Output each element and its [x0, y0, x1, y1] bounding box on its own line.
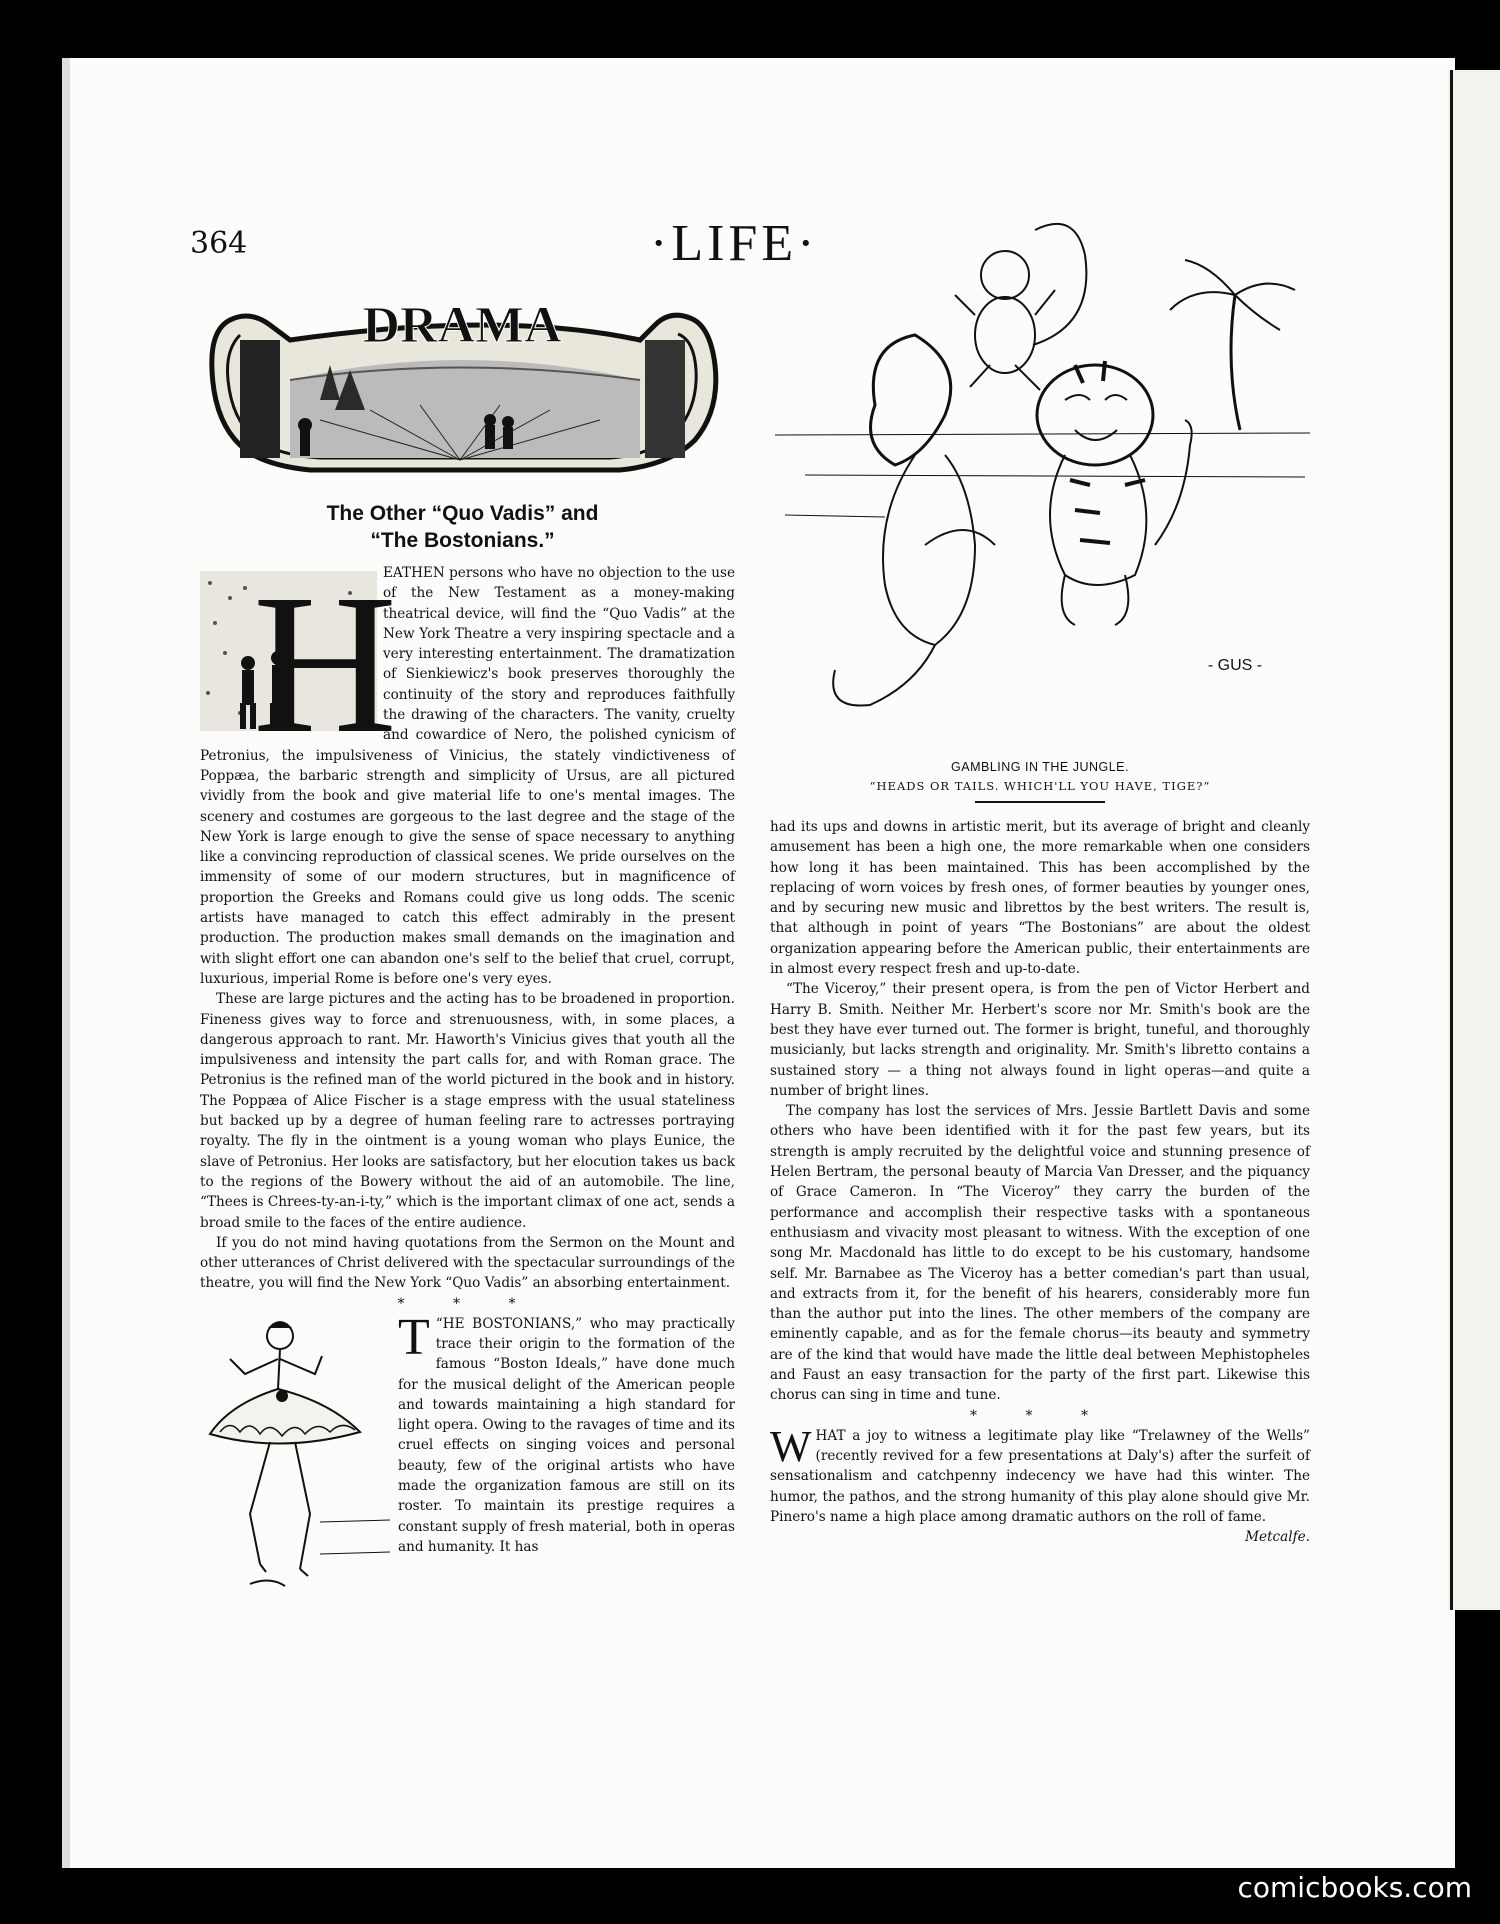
cartoonist-signature: - GUS -: [1207, 657, 1263, 674]
paragraph-bostonians-2: had its ups and downs in artistic merit, but its average of bright and cleanly amusement has been a high one, the more remarkable when one considers how long it has been maintained. This has been accomplished by the replacing of worn voices by fresh ones, of former beauties by younger ones, and by securing new music and librettos by the best writers. The result is, that although in point of years “The Bostonians” are about the oldest organization appearing before the American public, their entertainments are in almost every respect fresh and up-to-date.: [770, 819, 1310, 978]
article-column-left: [200, 554, 735, 1703]
cartoon-caption-quote: “HEADS OR TAILS. WHICH'LL YOU HAVE, TIGE?”: [869, 779, 1211, 793]
caption-rule: [975, 801, 1105, 803]
article-title: [270, 500, 655, 554]
article-title-line-2: “The Bostonians.”: [370, 529, 555, 552]
paragraph-quo-vadis-1: EATHEN persons who have no objection to the use of the New Testament as a money-making theatrical device, will find the “Quo Vadis” at the New York Theatre a very inspiring spectacle and a very interesting entertainment. The dramatization of Sienkiewicz's book preserves thoroughly the continuity of the story and reproduces faithfully the drawing of the characters. The vanity, cruelty and cowardice of Nero, the polished cynicism of Petronius, the impulsiveness of Vinicius, the stately vindictiveness of Poppæa, the barbaric strength and simplicity of Ursus, are all pictured vividly from the book and give material life to one's mental images. The scenery and costumes are gorgeous to the last degree and the stage of the New York is large enough to give the sense of space necessary to anything like a convincing reproduction of classical scenes. We pride ourselves on the immensity of some of our modern structures, but in magnificence of proportion the Greeks and Romans could give us long odds. The scenic artists have managed to catch this effect admirably in the present production. The production makes small demands on the imagination and with slight effort one can abandon one's self to the belief that cruel, corrupt, luxurious, imperial Rome is before one's very eyes.: [200, 565, 735, 987]
drama-banner-lettering: DRAMA: [362, 297, 562, 354]
jungle-cartoon-illustration: [765, 215, 1310, 745]
dropcap-h-letter: H: [252, 554, 398, 775]
drama-banner-illustration: [200, 270, 725, 480]
paragraph-company: The company has lost the services of Mrs. Jessie Bartlett Davis and some others who have been identified with it for the past few years, but its strength is amply recruited by the delightful voice and stunning presence of Helen Bertram, the personal beauty of Marcia Van Dresser, and the piquancy of Grace Cameron. In “The Viceroy” they carry the burden of the performance and accomplish their respective tasks with a spontaneous enthusiasm and vivacity most pleasant to witness. With the exception of one song Mr. Macdonald has little to do except to be his customary, handsome self. Mr. Barnabee as The Viceroy has a better comedian's part than usual, and extracts from it, for the benefit of his hearers, considerably more fun than the author put into the lines. The other members of the company are eminently capable, and as for the female chorus—its beauty and symmetry are of the kind that would have made the little deal between Mephistopheles and Faust an easy transaction for the party of the first part. Likewise this chorus can sing in time and tune.: [770, 1103, 1310, 1404]
dropcap-h-illustration: [200, 554, 398, 775]
article-title-line-1: The Other “Quo Vadis” and: [326, 502, 599, 525]
page-gutter-line: [1450, 70, 1453, 1610]
watermark: comicbooks.com: [1237, 1871, 1472, 1904]
paragraph-viceroy: “The Viceroy,” their present opera, is from the pen of Victor Herbert and Harry B. Smith. Neither Mr. Herbert's score nor Mr. Smith's book are the best they have ever turned out. The former is bright, tuneful, and thoroughly musicianly, but lacks strength and originality. Mr. Smith's libretto contains a sustained story — a thing not always found in light operas—and quite a number of bright lines.: [770, 981, 1310, 1099]
section-separator-2: * * *: [970, 1407, 1110, 1424]
paragraph-bostonians-1-text: HE BOSTONIANS,” who may practically trace their origin to the formation of the famous “Boston Ideals,” have done much for the musical delight of the American people and towards maintaining a high standard for light opera. Owing to the ravages of time and its cruel effects on singing voices and personal beauty, few of the original artists who have made the organization famous are still on its roster. To maintain its prestige requires a constant supply of fresh material, both in operas and humanity. It has: [398, 1315, 735, 1555]
paragraph-trelawney: [770, 1421, 1310, 1546]
cartoon-caption-title: GAMBLING IN THE JUNGLE.: [951, 760, 1129, 774]
paragraph-trelawney-text: HAT a joy to witness a legitimate play like “Trelawney of the Wells” (recently revived for a few presentations at Daly's) after the surfeit of sensationalism and catchpenny indecency we have had this winter. The humor, the pathos, and the strong humanity of this play alone should give Mr. Pinero's name a high place among dramatic authors on the roll of fame.: [770, 1427, 1310, 1525]
paragraph-quo-vadis-2: These are large pictures and the acting has to be broadened in proportion. Fineness gives way to force and strenuousness, with, in some places, a dangerous approach to rant. Mr. Haworth's Vinicius gives that youth all the impulsiveness and intensity the part calls for, and with Roman grace. The Petronius is the refined man of the world pictured in the book and in history. The Poppæa of Alice Fischer is a stage empress with the usual stateliness but backed up by a degree of human feeling rare to actresses portraying royalty. The fly in the ointment is a young woman who plays Eunice, the slave of Petronius. Her looks are satisfactory, but her elocution takes us back to the regions of the Bowery without the aid of an automobile. The line, “Thees is Chrees-ty-an-i-ty,” which is the important climax of one act, sends a broad smile to the faces of the entire audience.: [200, 991, 735, 1231]
page-number: 364: [190, 226, 248, 261]
opening-quote: “: [435, 1315, 443, 1332]
dropcap-t-letter: T: [398, 1308, 430, 1366]
section-separator: * * *: [397, 1295, 538, 1312]
masthead-title: ·LIFE·: [650, 215, 819, 272]
dropcap-w-letter: W: [770, 1421, 812, 1471]
article-column-right: [770, 817, 1310, 1677]
cartoon-caption: [770, 758, 1310, 803]
ballerina-illustration: [190, 1314, 390, 1594]
adjacent-page-edge: [1448, 70, 1500, 1610]
paragraph-quo-vadis-3: If you do not mind having quotations from the Sermon on the Mount and other utterances of Christ delivered with the spectacular surroundings of the theatre, you will find the New York “Quo Vadis” an absorbing entertainment.: [200, 1234, 735, 1292]
author-signature: Metcalfe.: [1245, 1529, 1310, 1546]
